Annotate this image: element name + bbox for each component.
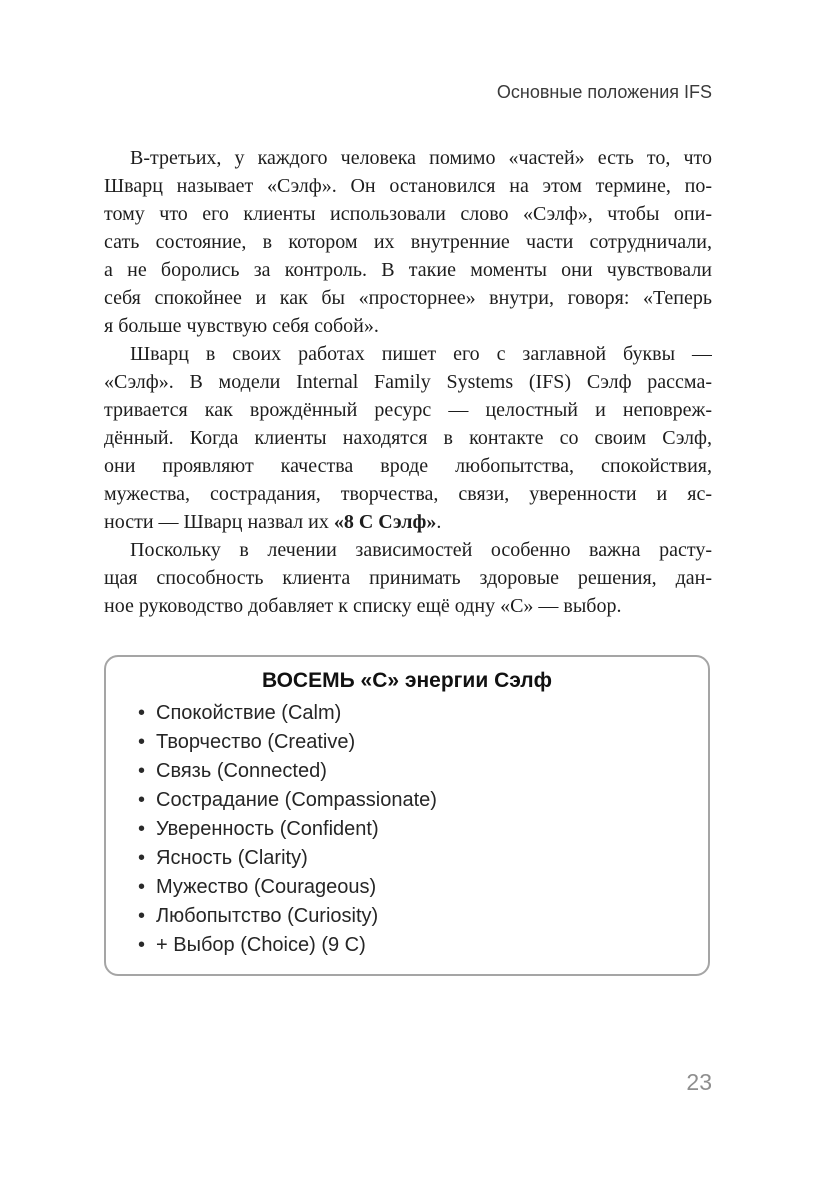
self-energy-callout-box	[104, 655, 710, 976]
list-item-label: Сострадание (Compassionate)	[156, 789, 437, 811]
paragraph-text: ности — Шварц назвал их	[104, 511, 334, 533]
paragraph-text: .	[436, 511, 442, 533]
running-header: Основные положения IFS	[496, 82, 712, 102]
list-item-label: Уверенность (Confident)	[156, 818, 379, 840]
list-item-label: Ясность (Clarity)	[156, 847, 308, 869]
bullet-icon: •	[138, 789, 146, 811]
bullet-icon: •	[138, 876, 146, 898]
paragraph-line: «Сэлф». В модели Internal Family Systems (IFS) Сэлф рассма-	[104, 371, 712, 393]
list-item	[130, 873, 684, 902]
bullet-icon: •	[138, 760, 146, 782]
list-item	[130, 728, 684, 757]
paragraph-line: они проявляют качества вроде любопытства, спокойствия,	[104, 455, 712, 477]
bullet-icon: •	[138, 934, 146, 956]
list-item-label: Связь (Connected)	[156, 760, 327, 782]
paragraph-line: Шварц в своих работах пишет его с заглавной буквы —	[130, 343, 712, 365]
list-item	[130, 902, 684, 931]
callout-list	[130, 699, 684, 960]
list-item-label: + Выбор (Choice) (9 C)	[156, 934, 366, 956]
paragraph-line: В-третьих, у каждого человека помимо «частей» есть то, что	[130, 147, 712, 169]
paragraph-line: Поскольку в лечении зависимостей особенно важна расту-	[130, 539, 712, 561]
list-item-label: Спокойствие (Calm)	[156, 702, 342, 724]
list-item-label: Любопытство (Curiosity)	[156, 905, 379, 927]
list-item-label: Творчество (Creative)	[156, 731, 356, 753]
list-item	[130, 844, 684, 873]
paragraph-line: я больше чувствую себя собой».	[104, 315, 379, 337]
paragraph-line: а не боролись за контроль. В такие моменты они чувствовали	[104, 259, 712, 281]
list-item	[130, 757, 684, 786]
paragraph-line: щая способность клиента принимать здоровые решения, дан-	[104, 567, 712, 589]
list-item-label: Мужество (Courageous)	[156, 876, 377, 898]
paragraph-line: дённый. Когда клиенты находятся в контакте со своим Сэлф,	[104, 427, 712, 449]
list-item	[130, 786, 684, 815]
callout-title: ВОСЕМЬ «С» энергии Сэлф	[261, 669, 553, 692]
paragraph-line: ное руководство добавляет к списку ещё одну «С» — выбор.	[104, 595, 622, 617]
bullet-icon: •	[138, 702, 146, 724]
paragraph-line: сать состояние, в котором их внутренние части сотрудничали,	[104, 231, 712, 253]
list-item	[130, 931, 684, 960]
paragraph-line: себя спокойнее и как бы «просторнее» внутри, говоря: «Теперь	[104, 287, 712, 309]
list-item	[130, 699, 684, 728]
page-number: 23	[686, 1069, 712, 1095]
paragraph-line: тому что его клиенты использовали слово «Сэлф», чтобы опи-	[104, 203, 712, 225]
list-item	[130, 815, 684, 844]
bullet-icon: •	[138, 818, 146, 840]
paragraph-line: Шварц называет «Сэлф». Он остановился на этом термине, по-	[104, 175, 712, 197]
body-text	[104, 144, 712, 620]
bullet-icon: •	[138, 905, 146, 927]
paragraph-line: мужества, сострадания, творчества, связи, уверенности и яс-	[104, 483, 712, 505]
bullet-icon: •	[138, 731, 146, 753]
emphasized-text: «8 С Сэлф»	[333, 511, 437, 533]
bullet-icon: •	[138, 847, 146, 869]
paragraph-line	[104, 508, 712, 536]
paragraph-line: тривается как врождённый ресурс — целостный и неповреж-	[104, 399, 712, 421]
